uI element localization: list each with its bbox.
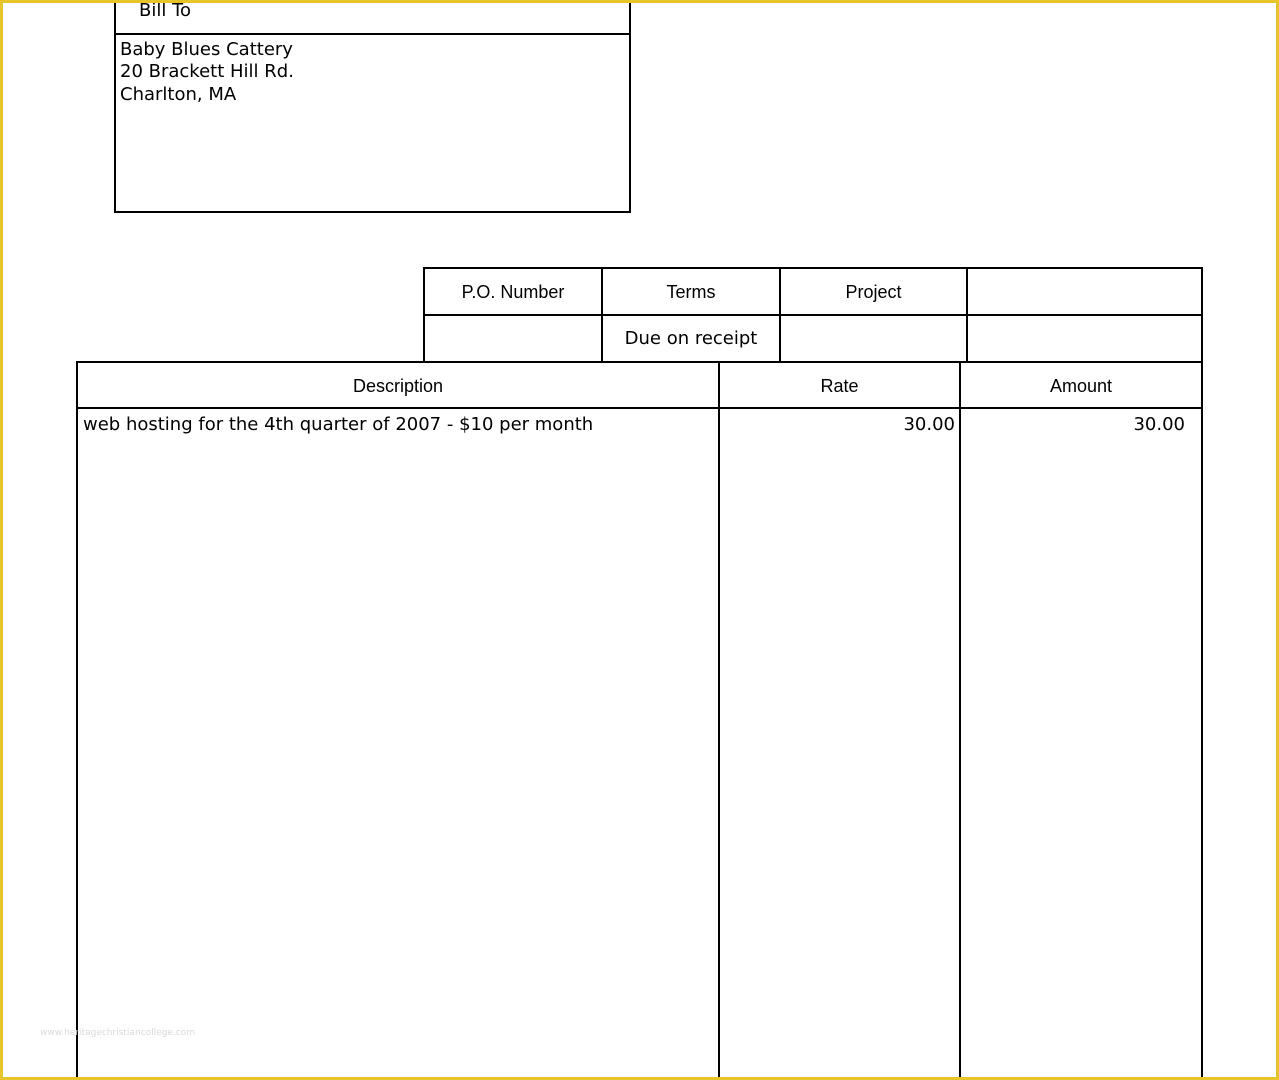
bill-to-title: Bill To xyxy=(139,0,192,21)
po-number-header: P.O. Number xyxy=(461,282,565,302)
project-header: Project xyxy=(845,282,902,302)
description-header: Description xyxy=(352,376,444,396)
info-table-top-border xyxy=(423,267,1203,269)
amount-header: Amount xyxy=(1049,376,1113,396)
bill-to-bottom-border xyxy=(114,211,631,213)
bill-to-left-border xyxy=(114,0,116,213)
items-table-col-border xyxy=(959,361,961,1080)
bill-to-city: Charlton, MA xyxy=(120,84,237,105)
watermark-text: www.heritagechristiancollege.com xyxy=(40,1028,195,1038)
line-item-rate: 30.00 xyxy=(903,414,955,435)
items-table-col-border xyxy=(718,361,720,1080)
info-table-col-border xyxy=(1201,267,1203,363)
items-table-header-border xyxy=(76,407,1203,409)
bill-to-divider xyxy=(114,33,631,35)
terms-header: Terms xyxy=(666,282,716,302)
line-item-amount: 30.00 xyxy=(1133,414,1185,435)
info-table-mid-border xyxy=(423,314,1203,316)
line-item-description: web hosting for the 4th quarter of 2007 - $10 per month xyxy=(83,414,594,435)
bill-to-name: Baby Blues Cattery xyxy=(120,39,293,60)
items-table-col-border xyxy=(76,361,78,1080)
items-table-top-border xyxy=(76,361,1203,363)
terms-value: Due on receipt xyxy=(624,328,758,349)
rate-header: Rate xyxy=(820,376,859,396)
info-table-col-border xyxy=(966,267,968,363)
bill-to-right-border xyxy=(629,0,631,213)
bill-to-street: 20 Brackett Hill Rd. xyxy=(120,61,294,82)
items-table-col-border xyxy=(1201,361,1203,1080)
